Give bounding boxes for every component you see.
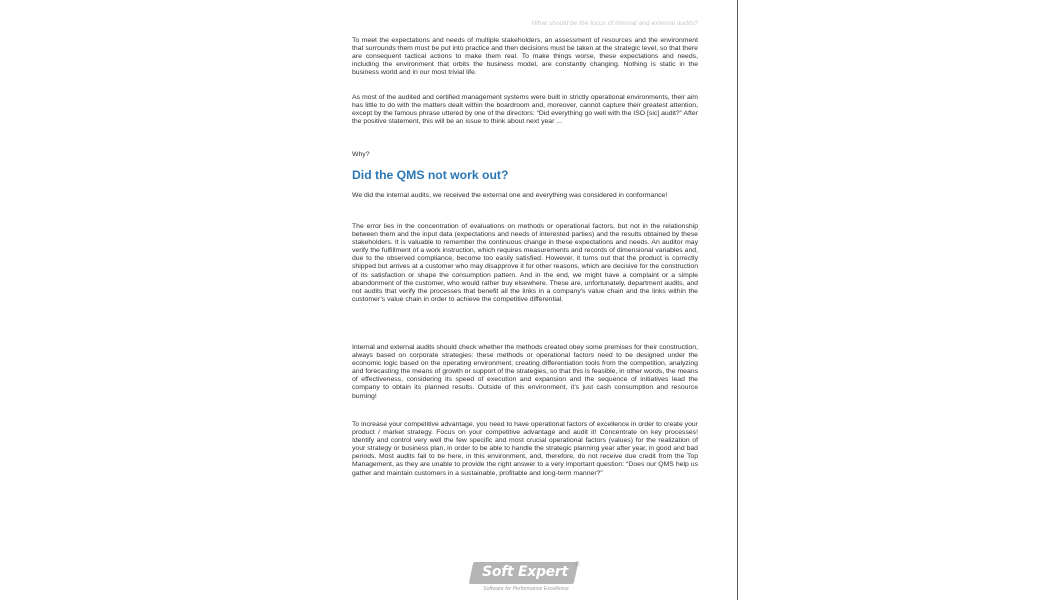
document-page bbox=[352, 0, 698, 600]
paragraph-why: Why? bbox=[352, 151, 370, 158]
registered-mark-icon: ® bbox=[575, 562, 580, 568]
paragraph-6: To increase your competitive advantage, you need to have operational factors of excellence in order to create your product / market strategy. Focus on your competitive advantage and audit it! Concentrate on key processes! Identify and control very well the few specific and most crucial operational factors (values) for the realization of your strategy or business plan, in order to be able to handle the strategic planning year after year, in good and bad periods. Most audits fail to be here, in this environment, and, therefore, do not receive due credit from the Top Management, as they are unable to provide the right answer to a very important question: “Does our QMS help us gather and maintain customers in a sustainable, profitable and long-term manner?” bbox=[352, 421, 698, 477]
softexpert-logo bbox=[471, 562, 583, 596]
paragraph-4: The error lies in the concentration of evaluations on methods or operational factors, but not in the relationship between them and the input data (expectations and needs of interested parties) and the results obtained by these stakeholders. It is valuable to remember the continuous change in these expectations and needs. An auditor may verify the fulfillment of a work instruction, which requires measurements and records of dimensional variables and, due to the observed compliance, become too easily satisfied. However, it turns out that the product is correctly shipped but arrives at a customer who may disapprove it for other reasons, which are decisive for the construction of its satisfaction or shape the consumption pattern. And in the end, we might have a complaint or a simple abandonment of the customer, who would rather buy elsewhere. These are, unfortunately, department audits, and not audits that verify the processes that benefit all the links in a company’s value chain and the links within the customer’s value chain in order to achieve the competitive differential. bbox=[352, 223, 698, 303]
paragraph-2: As most of the audited and certified management systems were built in strictly operational environments, their aim has little to do with the matters dealt within the boardroom and, moreover, cannot capture their greatest attention, except by the famous phrase uttered by one of the directors: “Did everything go well with the ISO [sic] audit?” After the positive statement, this will be an issue to think about next year ... bbox=[352, 94, 698, 126]
paragraph-5: Internal and external audits should check whether the methods created obey some premises for their construction, always based on corporate strategies: these methods or operational factors need to be designed under the economic logic based on the operating environment, creating differentiation tools from the competition, analyzing and forecasting the means of growth or support of the strategies, so that this is feasible, in other words, the means of effectiveness, considering its speed of execution and expansion and the sequence of initiatives lead the company to obtain its planned results. Outside of this environment, it’s just cash consumption and resource burning! bbox=[352, 344, 698, 400]
paragraph-3: We did the internal audits, we received the external one and everything was considered in conformance! bbox=[352, 192, 668, 199]
section-heading: Did the QMS not work out? bbox=[352, 168, 509, 182]
running-header: What should be the focus of internal and external audits? bbox=[531, 20, 698, 27]
logo-wordmark: Soft Expert bbox=[482, 564, 568, 580]
logo-tagline: Software for Performance Excellence bbox=[483, 586, 569, 592]
paragraph-1: To meet the expectations and needs of multiple stakeholders, an assessment of resources and the environment that surrounds them must be put into practice and then decisions must be taken at the strategic level, so that there are consequent tactical actions to make them real. To make things worse, these expectations and needs, including the environment that orbits the business model, are constantly changing. Nothing is static in the business world and in our most trivial life. bbox=[352, 37, 698, 77]
page-boundary-divider bbox=[737, 0, 738, 600]
